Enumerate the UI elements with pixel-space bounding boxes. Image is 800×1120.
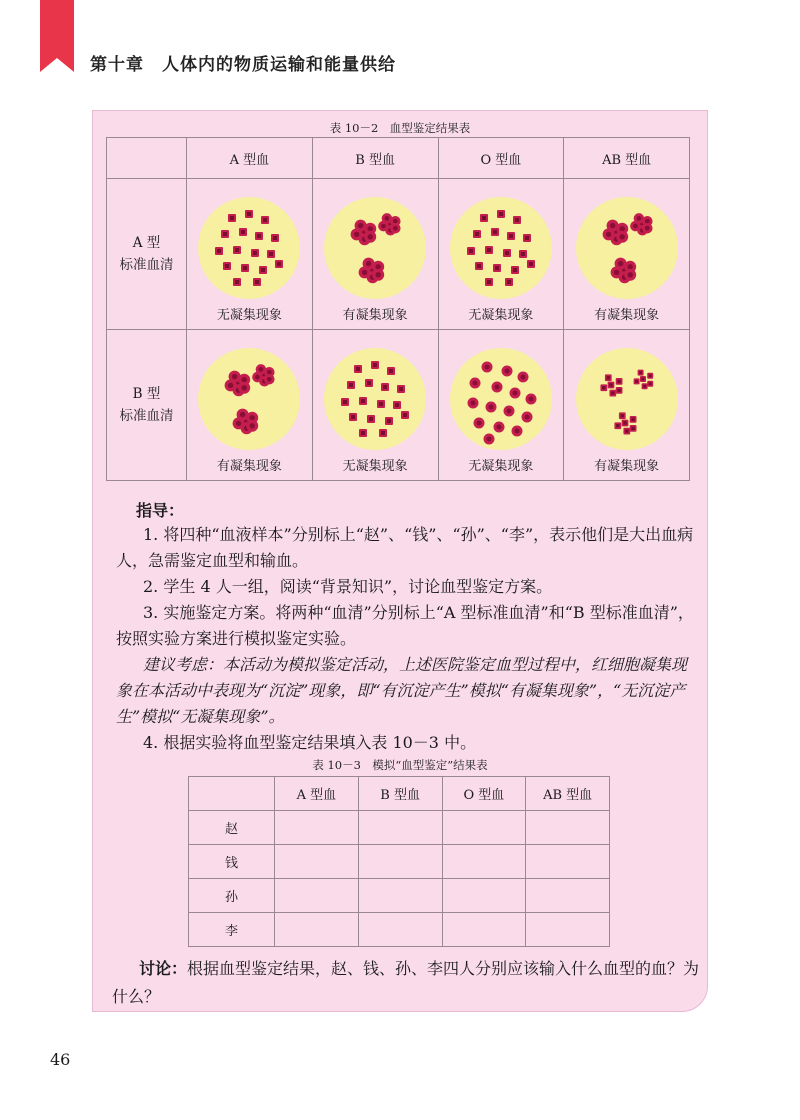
guide-title: 指导： xyxy=(136,501,185,520)
table-row xyxy=(189,811,610,845)
red-cell-icon xyxy=(633,378,639,384)
simulated-result-table xyxy=(188,776,610,947)
red-cell-icon xyxy=(480,214,488,222)
red-cell-icon xyxy=(237,408,249,420)
guide-step-4: 4. 根据实验将血型鉴定结果填入表 10－3 中。 xyxy=(143,733,477,752)
blood-type-result-table xyxy=(106,137,690,481)
red-cell-icon xyxy=(233,278,241,286)
red-cell-icon xyxy=(523,234,531,242)
row-header: 孙 xyxy=(189,879,275,913)
blank-cell xyxy=(526,811,610,845)
red-cell-icon xyxy=(387,367,395,375)
column-header: O 型血 xyxy=(438,138,564,179)
red-cell-icon xyxy=(640,376,646,382)
blank-cell xyxy=(275,845,359,879)
serum-drop xyxy=(324,197,426,299)
red-cell-icon xyxy=(359,429,367,437)
red-cell-icon xyxy=(349,413,357,421)
corner-cell xyxy=(107,138,187,179)
serum-drop xyxy=(576,348,678,450)
red-cell-icon xyxy=(507,232,515,240)
blank-cell xyxy=(275,913,359,947)
red-cell-icon xyxy=(255,232,263,240)
red-cell-icon xyxy=(619,412,626,419)
blank-cell xyxy=(358,845,442,879)
column-header: B 型血 xyxy=(358,777,442,811)
red-cell-icon xyxy=(491,381,502,392)
blood-sample-agglutination xyxy=(323,196,427,300)
red-cell-icon xyxy=(469,377,480,388)
observation-label: 有凝集现象 xyxy=(342,307,408,323)
red-cell-icon xyxy=(347,381,355,389)
bookmark-ribbon-icon xyxy=(40,0,74,72)
guide-step-2: 2. 学生 4 人一组，阅读“背景知识”，讨论血型鉴定方案。 xyxy=(143,577,553,596)
red-cell-icon xyxy=(359,397,367,405)
red-cell-icon xyxy=(363,257,375,269)
red-cell-icon xyxy=(633,213,644,224)
red-cell-icon xyxy=(223,262,231,270)
red-cell-icon xyxy=(485,246,493,254)
red-cell-icon xyxy=(355,219,367,231)
row-header-line: B 型 xyxy=(132,386,161,402)
red-cell-icon xyxy=(365,379,373,387)
column-header: AB 型血 xyxy=(526,777,610,811)
red-cell-icon xyxy=(521,411,532,422)
result-cell xyxy=(438,179,564,330)
red-cell-icon xyxy=(245,210,253,218)
red-cell-icon xyxy=(228,214,236,222)
blank-cell xyxy=(442,845,526,879)
result-cell xyxy=(312,179,438,330)
red-cell-icon xyxy=(609,389,616,396)
red-cell-icon xyxy=(615,378,622,385)
red-cell-icon xyxy=(381,383,389,391)
red-cell-icon xyxy=(467,247,475,255)
chapter-title: 第十章 人体内的物质运输和能量供给 xyxy=(90,55,396,75)
red-cell-icon xyxy=(390,222,401,233)
blank-cell xyxy=(442,879,526,913)
red-cell-icon xyxy=(261,216,269,224)
red-cell-icon xyxy=(467,397,478,408)
blood-sample-no-agglutination xyxy=(449,196,553,300)
red-cell-icon xyxy=(503,405,514,416)
observation-label: 有凝集现象 xyxy=(216,458,282,474)
red-cell-icon xyxy=(621,419,628,426)
discussion-label: 讨论： xyxy=(139,959,188,978)
red-cell-icon xyxy=(511,425,522,436)
table-row xyxy=(189,879,610,913)
red-cell-icon xyxy=(229,370,241,382)
column-header: O 型血 xyxy=(442,777,526,811)
blank-cell xyxy=(275,811,359,845)
observation-label: 无凝集现象 xyxy=(468,307,534,323)
blank-cell xyxy=(526,845,610,879)
red-cell-icon xyxy=(616,230,628,242)
red-cell-icon xyxy=(493,421,504,432)
row-header-line: A 型 xyxy=(132,235,161,251)
column-header: AB 型血 xyxy=(564,138,690,179)
red-cell-icon xyxy=(271,234,279,242)
red-cell-icon xyxy=(614,422,621,429)
blank-cell xyxy=(358,811,442,845)
red-cell-icon xyxy=(371,361,379,369)
table-10-3-caption: 表 10－3 模拟“血型鉴定”结果表 xyxy=(312,758,488,772)
red-cell-icon xyxy=(481,361,492,372)
table-row xyxy=(189,913,610,947)
red-cell-icon xyxy=(267,250,275,258)
serum-drop xyxy=(450,348,552,450)
column-header: A 型血 xyxy=(187,138,313,179)
red-cell-icon xyxy=(605,374,612,381)
table-row xyxy=(189,845,610,879)
red-cell-icon xyxy=(485,401,496,412)
blank-cell xyxy=(442,811,526,845)
red-cell-icon xyxy=(501,365,512,376)
red-cell-icon xyxy=(485,278,493,286)
red-cell-icon xyxy=(509,387,520,398)
red-cell-icon xyxy=(505,278,513,286)
guide-step-3: 3. 实施鉴定方案。将两种“血清”分别标上“A 型标准血清”和“B 型标准血清”，按照实验方案进行模拟鉴定实验。 xyxy=(116,603,694,648)
red-cell-icon xyxy=(600,384,607,391)
red-cell-icon xyxy=(264,373,275,384)
row-header: 李 xyxy=(189,913,275,947)
row-header-line: 标准血清 xyxy=(119,408,174,424)
observation-label: 无凝集现象 xyxy=(468,458,534,474)
guide-body xyxy=(116,522,696,756)
red-cell-icon xyxy=(259,266,267,274)
red-cell-icon xyxy=(503,249,511,257)
blood-sample-no-agglutination xyxy=(197,196,301,300)
red-cell-icon xyxy=(341,398,349,406)
red-cell-icon xyxy=(275,260,283,268)
red-cell-icon xyxy=(525,393,536,404)
red-cell-icon xyxy=(393,401,401,409)
result-cell xyxy=(312,330,438,481)
column-header: A 型血 xyxy=(275,777,359,811)
observation-label: 有凝集现象 xyxy=(594,307,660,323)
red-cell-icon xyxy=(239,381,251,393)
red-cell-icon xyxy=(367,415,375,423)
discussion-text: 根据血型鉴定结果，赵、钱、孙、李四人分别应该输入什么血型的血？为什么？ xyxy=(112,959,700,1006)
discussion xyxy=(112,955,702,1011)
red-cell-icon xyxy=(233,246,241,254)
blood-sample-no-agglutination xyxy=(449,347,553,451)
red-cell-icon xyxy=(637,369,643,375)
red-cell-icon xyxy=(385,417,393,425)
red-cell-icon xyxy=(372,268,384,280)
result-cell xyxy=(187,330,313,481)
row-header: 赵 xyxy=(189,811,275,845)
red-cell-icon xyxy=(647,372,653,378)
red-cell-icon xyxy=(473,417,484,428)
blank-cell xyxy=(275,879,359,913)
observation-label: 无凝集现象 xyxy=(342,458,408,474)
red-cell-icon xyxy=(253,278,261,286)
red-cell-icon xyxy=(241,264,249,272)
blood-sample-agglutination xyxy=(575,347,679,451)
red-cell-icon xyxy=(519,250,527,258)
blank-cell xyxy=(526,879,610,913)
red-cell-icon xyxy=(615,387,622,394)
red-cell-icon xyxy=(256,364,267,375)
red-cell-icon xyxy=(239,228,247,236)
result-cell xyxy=(564,330,690,481)
red-cell-icon xyxy=(629,416,636,423)
row-header-a-serum xyxy=(107,179,187,330)
blank-cell xyxy=(526,913,610,947)
red-cell-icon xyxy=(251,249,259,257)
red-cell-icon xyxy=(527,260,535,268)
red-cell-icon xyxy=(642,222,653,233)
row-header-line: 标准血清 xyxy=(119,257,174,273)
red-cell-icon xyxy=(382,213,393,224)
red-cell-icon xyxy=(247,419,259,431)
red-cell-icon xyxy=(623,427,630,434)
result-cell xyxy=(187,179,313,330)
observation-label: 有凝集现象 xyxy=(594,458,660,474)
blank-cell xyxy=(358,913,442,947)
page-number: 46 xyxy=(50,1050,71,1069)
red-cell-icon xyxy=(473,230,481,238)
corner-cell xyxy=(189,777,275,811)
red-cell-icon xyxy=(377,400,385,408)
red-cell-icon xyxy=(354,365,362,373)
red-cell-icon xyxy=(475,262,483,270)
red-cell-icon xyxy=(379,429,387,437)
result-cell xyxy=(438,330,564,481)
red-cell-icon xyxy=(497,210,505,218)
red-cell-icon xyxy=(517,371,528,382)
red-cell-icon xyxy=(364,230,376,242)
observation-label: 无凝集现象 xyxy=(216,307,282,323)
result-cell xyxy=(564,179,690,330)
row-header-b-serum xyxy=(107,330,187,481)
red-cell-icon xyxy=(511,266,519,274)
red-cell-icon xyxy=(483,433,494,444)
blank-cell xyxy=(442,913,526,947)
serum-drop xyxy=(576,197,678,299)
red-cell-icon xyxy=(491,228,499,236)
red-cell-icon xyxy=(647,380,653,386)
red-cell-icon xyxy=(614,257,626,269)
blood-sample-agglutination xyxy=(575,196,679,300)
red-cell-icon xyxy=(624,268,636,280)
row-header: 钱 xyxy=(189,845,275,879)
blood-sample-agglutination xyxy=(197,347,301,451)
blood-sample-no-agglutination xyxy=(323,347,427,451)
red-cell-icon xyxy=(629,425,636,432)
red-cell-icon xyxy=(513,216,521,224)
blank-cell xyxy=(358,879,442,913)
red-cell-icon xyxy=(215,247,223,255)
column-header: B 型血 xyxy=(312,138,438,179)
red-cell-icon xyxy=(641,383,647,389)
red-cell-icon xyxy=(607,381,614,388)
red-cell-icon xyxy=(606,219,618,231)
red-cell-icon xyxy=(401,411,409,419)
red-cell-icon xyxy=(221,230,229,238)
guide-step-1: 1. 将四种“血液样本”分别标上“赵”、“钱”、“孙”、“李”，表示他们是大出血病人，急需鉴定血型和输血。 xyxy=(116,525,694,570)
red-cell-icon xyxy=(493,264,501,272)
red-cell-icon xyxy=(397,385,405,393)
guide-suggestion: 建议考虑：本活动为模拟鉴定活动，上述医院鉴定血型过程中，红细胞凝集现象在本活动中表现为“沉淀”现象，即“有沉淀产生”模拟“有凝集现象”，“无沉淀产生”模拟“无凝集现象”。 xyxy=(116,655,688,726)
table-10-2-caption: 表 10－2 血型鉴定结果表 xyxy=(329,121,471,135)
serum-drop xyxy=(198,348,300,450)
